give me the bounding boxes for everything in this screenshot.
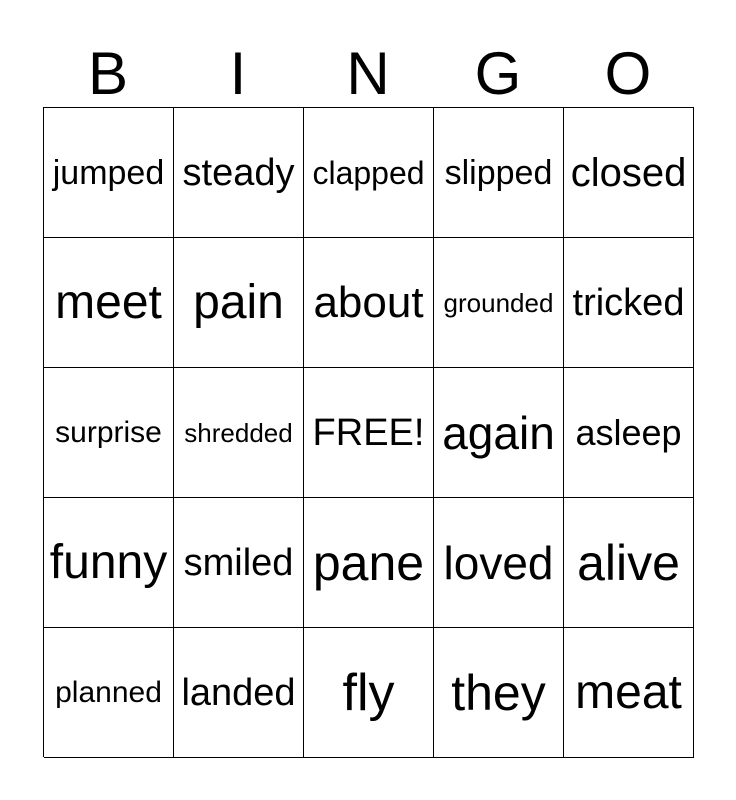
bingo-cell[interactable]: meat xyxy=(564,628,694,758)
bingo-board xyxy=(43,107,694,757)
bingo-cell[interactable]: again xyxy=(434,368,564,498)
bingo-cell[interactable]: slipped xyxy=(434,108,564,238)
bingo-cell[interactable]: meet xyxy=(44,238,174,368)
bingo-cell[interactable]: landed xyxy=(174,628,304,758)
bingo-cell[interactable]: about xyxy=(304,238,434,368)
bingo-cell[interactable]: fly xyxy=(304,628,434,758)
bingo-cell[interactable]: closed xyxy=(564,108,694,238)
bingo-cell[interactable]: asleep xyxy=(564,368,694,498)
bingo-cell[interactable]: surprise xyxy=(44,368,174,498)
header-letter-o: O xyxy=(604,40,652,107)
header-letter-g: G xyxy=(474,40,522,107)
header-letter-b: B xyxy=(87,40,129,107)
bingo-cell[interactable]: clapped xyxy=(304,108,434,238)
bingo-cell[interactable]: pane xyxy=(304,498,434,628)
bingo-cell[interactable]: steady xyxy=(174,108,304,238)
bingo-cell[interactable]: pain xyxy=(174,238,304,368)
header-letter-i: I xyxy=(229,40,247,107)
bingo-cell[interactable]: funny xyxy=(44,498,174,628)
bingo-cell[interactable]: tricked xyxy=(564,238,694,368)
bingo-cell[interactable]: shredded xyxy=(174,368,304,498)
bingo-cell[interactable]: loved xyxy=(434,498,564,628)
bingo-cell[interactable]: smiled xyxy=(174,498,304,628)
bingo-cell[interactable]: jumped xyxy=(44,108,174,238)
bingo-header xyxy=(43,40,693,108)
bingo-cell[interactable]: they xyxy=(434,628,564,758)
free-space-cell[interactable]: FREE! xyxy=(304,368,434,498)
bingo-cell[interactable]: grounded xyxy=(434,238,564,368)
header-letter-n: N xyxy=(346,40,390,107)
bingo-cell[interactable]: alive xyxy=(564,498,694,628)
bingo-cell[interactable]: planned xyxy=(44,628,174,758)
